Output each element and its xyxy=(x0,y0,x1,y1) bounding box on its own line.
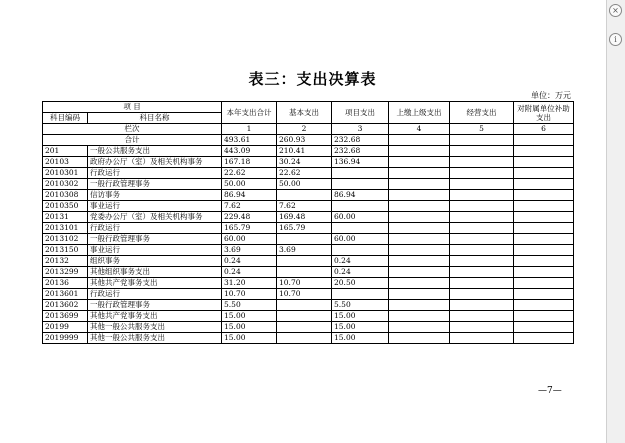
empty-cell xyxy=(450,245,514,256)
empty-cell xyxy=(389,300,450,311)
row-basic: 165.79 xyxy=(277,223,332,234)
table-row xyxy=(43,322,574,333)
empty-cell xyxy=(389,267,450,278)
row-name: 一般公共服务支出 xyxy=(88,146,222,157)
empty-cell xyxy=(450,135,514,146)
row-name: 一般行政管理事务 xyxy=(88,300,222,311)
row-total: 0.24 xyxy=(222,267,277,278)
row-name: 一般行政管理事务 xyxy=(88,234,222,245)
row-total: 22.62 xyxy=(222,168,277,179)
row-code: 2010350 xyxy=(43,201,88,212)
row-project xyxy=(332,223,389,234)
row-total: 0.24 xyxy=(222,256,277,267)
empty-cell xyxy=(389,190,450,201)
row-total: 15.00 xyxy=(222,333,277,344)
empty-cell xyxy=(389,289,450,300)
table-row xyxy=(43,311,574,322)
row-basic: 7.62 xyxy=(277,201,332,212)
sequence-row xyxy=(43,124,574,135)
row-total: 7.62 xyxy=(222,201,277,212)
row-basic xyxy=(277,311,332,322)
row-basic: 50.00 xyxy=(277,179,332,190)
empty-cell xyxy=(514,234,574,245)
row-basic: 210.41 xyxy=(277,146,332,157)
table-row xyxy=(43,278,574,289)
empty-cell xyxy=(389,256,450,267)
row-name: 行政运行 xyxy=(88,168,222,179)
row-code: 201 xyxy=(43,146,88,157)
empty-cell xyxy=(514,135,574,146)
sequence-label: 栏次 xyxy=(43,124,222,135)
empty-cell xyxy=(450,278,514,289)
table-row xyxy=(43,234,574,245)
table-row xyxy=(43,201,574,212)
header-total: 本年支出合计 xyxy=(222,102,277,124)
empty-cell xyxy=(389,322,450,333)
row-basic xyxy=(277,322,332,333)
empty-cell xyxy=(514,223,574,234)
row-project: 86.94 xyxy=(332,190,389,201)
row-total: 5.50 xyxy=(222,300,277,311)
row-code: 20136 xyxy=(43,278,88,289)
header-subsidy: 对附属单位补助支出 xyxy=(514,102,574,124)
empty-cell xyxy=(389,333,450,344)
empty-cell xyxy=(514,146,574,157)
row-project xyxy=(332,245,389,256)
total-basic: 260.93 xyxy=(277,135,332,146)
empty-cell xyxy=(514,168,574,179)
row-total: 15.00 xyxy=(222,322,277,333)
row-basic: 10.70 xyxy=(277,289,332,300)
row-name: 政府办公厅（室）及相关机构事务 xyxy=(88,157,222,168)
header-business: 经营支出 xyxy=(450,102,514,124)
empty-cell xyxy=(514,212,574,223)
empty-cell xyxy=(514,245,574,256)
table-row xyxy=(43,267,574,278)
empty-cell xyxy=(450,256,514,267)
row-project xyxy=(332,201,389,212)
empty-cell xyxy=(514,333,574,344)
empty-cell xyxy=(389,311,450,322)
row-project: 60.00 xyxy=(332,234,389,245)
row-code: 20199 xyxy=(43,322,88,333)
empty-cell xyxy=(450,234,514,245)
empty-cell xyxy=(514,157,574,168)
row-project: 20.50 xyxy=(332,278,389,289)
empty-cell xyxy=(450,322,514,333)
empty-cell xyxy=(450,311,514,322)
row-basic xyxy=(277,300,332,311)
empty-cell xyxy=(389,168,450,179)
row-name: 事业运行 xyxy=(88,201,222,212)
row-code: 2010302 xyxy=(43,179,88,190)
row-name: 事业运行 xyxy=(88,245,222,256)
sequence-number: 6 xyxy=(514,124,574,135)
empty-cell xyxy=(389,157,450,168)
row-total: 443.09 xyxy=(222,146,277,157)
table-row xyxy=(43,190,574,201)
row-project xyxy=(332,289,389,300)
sequence-number: 2 xyxy=(277,124,332,135)
total-label: 合计 xyxy=(43,135,222,146)
unit-label: 单位：万元 xyxy=(531,91,571,100)
row-basic: 30.24 xyxy=(277,157,332,168)
row-total: 60.00 xyxy=(222,234,277,245)
header-project: 项目支出 xyxy=(332,102,389,124)
row-code: 20131 xyxy=(43,212,88,223)
empty-cell xyxy=(450,212,514,223)
row-name: 其他组织事务支出 xyxy=(88,267,222,278)
empty-cell xyxy=(514,322,574,333)
page-number: —7— xyxy=(538,386,562,396)
row-project: 0.24 xyxy=(332,267,389,278)
viewer-side-strip xyxy=(606,0,625,443)
row-name: 其他一般公共服务支出 xyxy=(88,322,222,333)
row-project: 5.50 xyxy=(332,300,389,311)
empty-cell xyxy=(389,223,450,234)
total-project: 232.68 xyxy=(332,135,389,146)
row-code: 20132 xyxy=(43,256,88,267)
sequence-number: 5 xyxy=(450,124,514,135)
expenditure-table xyxy=(42,101,574,344)
row-code: 2013299 xyxy=(43,267,88,278)
row-basic: 10.70 xyxy=(277,278,332,289)
sequence-number: 1 xyxy=(222,124,277,135)
empty-cell xyxy=(389,245,450,256)
row-total: 50.00 xyxy=(222,179,277,190)
empty-cell xyxy=(450,146,514,157)
empty-cell xyxy=(450,168,514,179)
total-amount: 493.61 xyxy=(222,135,277,146)
empty-cell xyxy=(389,278,450,289)
row-name: 行政运行 xyxy=(88,223,222,234)
row-name: 行政运行 xyxy=(88,289,222,300)
empty-cell xyxy=(389,234,450,245)
empty-cell xyxy=(514,190,574,201)
table-row xyxy=(43,168,574,179)
empty-cell xyxy=(514,179,574,190)
empty-cell xyxy=(450,223,514,234)
row-total: 31.20 xyxy=(222,278,277,289)
empty-cell xyxy=(514,300,574,311)
row-code: 20103 xyxy=(43,157,88,168)
row-code: 2013601 xyxy=(43,289,88,300)
row-project: 0.24 xyxy=(332,256,389,267)
close-icon[interactable]: × xyxy=(609,4,622,17)
empty-cell xyxy=(389,201,450,212)
row-name: 一般行政管理事务 xyxy=(88,179,222,190)
empty-cell xyxy=(514,289,574,300)
table-row xyxy=(43,245,574,256)
row-total: 15.00 xyxy=(222,311,277,322)
sequence-number: 3 xyxy=(332,124,389,135)
row-code: 2013101 xyxy=(43,223,88,234)
empty-cell xyxy=(389,146,450,157)
empty-cell xyxy=(514,278,574,289)
row-name: 信访事务 xyxy=(88,190,222,201)
header-name: 科目名称 xyxy=(88,113,222,124)
table-row xyxy=(43,223,574,234)
row-code: 2013602 xyxy=(43,300,88,311)
row-basic xyxy=(277,256,332,267)
empty-cell xyxy=(450,267,514,278)
row-project: 15.00 xyxy=(332,322,389,333)
row-basic: 3.69 xyxy=(277,245,332,256)
empty-cell xyxy=(389,179,450,190)
empty-cell xyxy=(450,289,514,300)
row-name: 其他一般公共服务支出 xyxy=(88,333,222,344)
row-project xyxy=(332,168,389,179)
row-total: 167.18 xyxy=(222,157,277,168)
row-project: 15.00 xyxy=(332,333,389,344)
table-row xyxy=(43,289,574,300)
empty-cell xyxy=(514,256,574,267)
table-row xyxy=(43,179,574,190)
empty-cell xyxy=(389,212,450,223)
row-basic xyxy=(277,333,332,344)
empty-cell xyxy=(514,311,574,322)
total-row xyxy=(43,135,574,146)
row-project: 15.00 xyxy=(332,311,389,322)
row-total: 229.48 xyxy=(222,212,277,223)
row-name: 其他共产党事务支出 xyxy=(88,311,222,322)
row-basic: 22.62 xyxy=(277,168,332,179)
row-code: 2013150 xyxy=(43,245,88,256)
row-code: 2013102 xyxy=(43,234,88,245)
row-name: 组织事务 xyxy=(88,256,222,267)
empty-cell xyxy=(450,179,514,190)
empty-cell xyxy=(450,300,514,311)
row-name: 党委办公厅（室）及相关机构事务 xyxy=(88,212,222,223)
header-remit: 上缴上级支出 xyxy=(389,102,450,124)
empty-cell xyxy=(514,201,574,212)
row-basic xyxy=(277,190,332,201)
row-project xyxy=(332,179,389,190)
empty-cell xyxy=(450,190,514,201)
header-item: 项 目 xyxy=(43,102,222,113)
empty-cell xyxy=(450,201,514,212)
header-code: 科目编码 xyxy=(43,113,88,124)
row-total: 165.79 xyxy=(222,223,277,234)
row-total: 10.70 xyxy=(222,289,277,300)
row-basic: 169.48 xyxy=(277,212,332,223)
sequence-number: 4 xyxy=(389,124,450,135)
row-total: 86.94 xyxy=(222,190,277,201)
table-row xyxy=(43,212,574,223)
table-row xyxy=(43,157,574,168)
empty-cell xyxy=(389,135,450,146)
empty-cell xyxy=(450,157,514,168)
header-basic: 基本支出 xyxy=(277,102,332,124)
info-icon[interactable]: i xyxy=(609,33,622,46)
row-basic xyxy=(277,234,332,245)
row-code: 2010301 xyxy=(43,168,88,179)
page-title: 表三：支出决算表 xyxy=(248,70,377,88)
table-row xyxy=(43,146,574,157)
row-project: 136.94 xyxy=(332,157,389,168)
row-name: 其他共产党事务支出 xyxy=(88,278,222,289)
empty-cell xyxy=(514,267,574,278)
row-project: 232.68 xyxy=(332,146,389,157)
row-project: 60.00 xyxy=(332,212,389,223)
row-code: 2010308 xyxy=(43,190,88,201)
row-total: 3.69 xyxy=(222,245,277,256)
table-row xyxy=(43,256,574,267)
row-code: 2013699 xyxy=(43,311,88,322)
table-row xyxy=(43,300,574,311)
header-row-1 xyxy=(43,102,574,113)
empty-cell xyxy=(450,333,514,344)
row-basic xyxy=(277,267,332,278)
row-code: 2019999 xyxy=(43,333,88,344)
table-row xyxy=(43,333,574,344)
